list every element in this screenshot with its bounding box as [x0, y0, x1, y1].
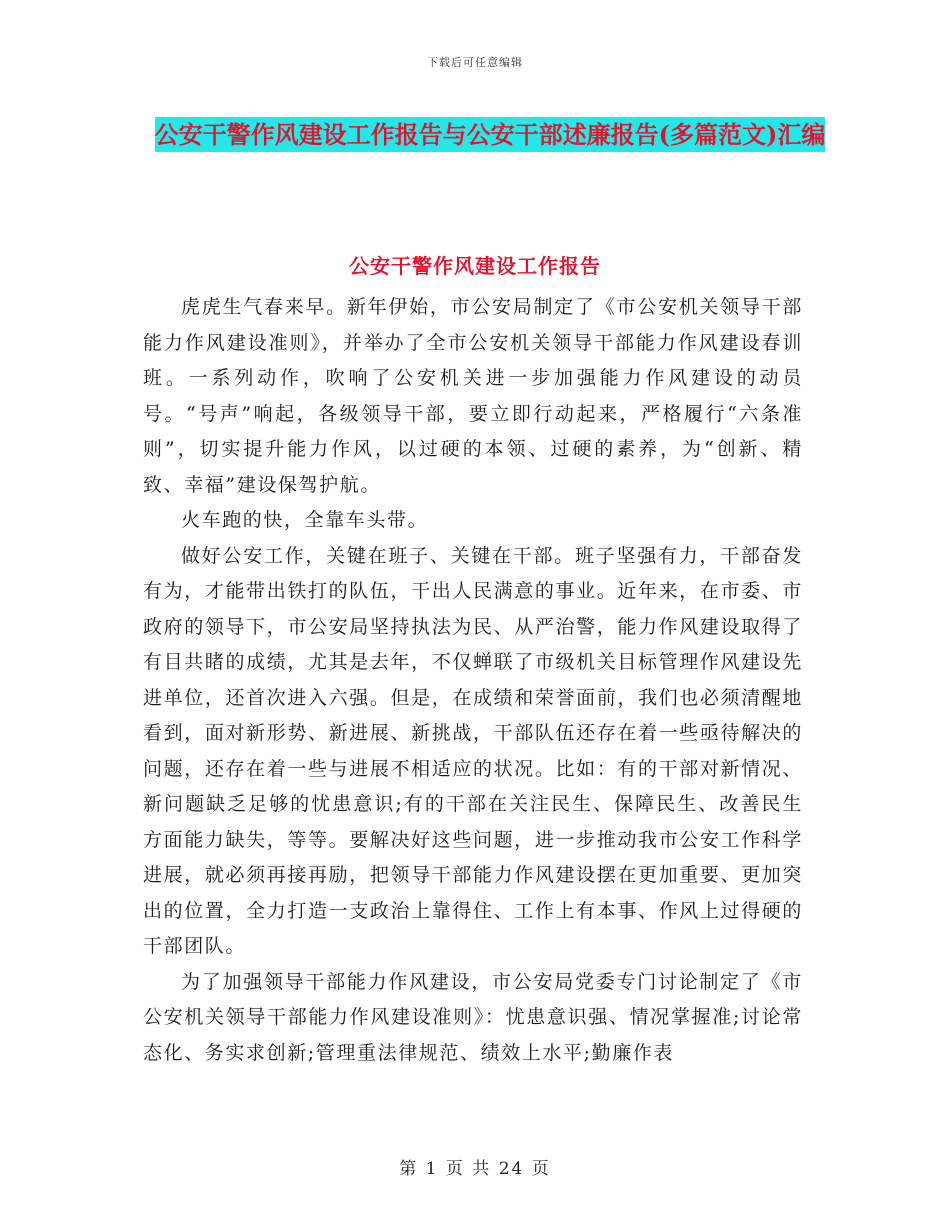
section-title: 公安干警作风建设工作报告	[349, 254, 601, 278]
body-paragraph: 火车跑的快，全靠车头带。	[181, 509, 429, 531]
body-paragraph: 虎虎生气春来早。新年伊始，市公安局制定了《市公安机关领导干部能力作风建设准则》，并举办了全市公安机关领导干部能力作风建设春训班。一系列动作，吹响了公安机关进一步加强能力作风建设的动员号。“号声”响起，各级领导干部，要立即行动起来，严格履行“六条准则”，切实提升能力作风，以过硬的本领、过硬的素养，为“创新、精致、幸福”建设保驾护航。	[143, 296, 803, 496]
document-title	[140, 110, 840, 160]
document-body	[143, 290, 803, 1071]
page-header-note: 下载后可任意编辑	[427, 56, 523, 69]
document-title-text: 公安干警作风建设工作报告与公安干部述廉报告(多篇范文)汇编	[155, 117, 826, 152]
page-footer: 第 1 页 共 24 页	[399, 1159, 551, 1179]
body-paragraph: 做好公安工作，关键在班子、关键在干部。班子坚强有力，干部奋发有为，才能带出铁打的队伍，干出人民满意的事业。近年来，在市委、市政府的领导下，市公安局坚持执法为民、从严治警，能力作风建设取得了有目共睹的成绩，尤其是去年，不仅蝉联了市级机关目标管理作风建设先进单位，还首次进入六强。但是，在成绩和荣誉面前，我们也必须清醒地看到，面对新形势、新进展、新挑战，干部队伍还存在着一些亟待解决的问题，还存在着一些与进展不相适应的状况。比如：有的干部对新情况、新问题缺乏足够的忧患意识;有的干部在关注民生、保障民生、改善民生方面能力缺失，等等。要解决好这些问题，进一步推动我市公安工作科学进展，就必须再接再励，把领导干部能力作风建设摆在更加重要、更加突出的位置，全力打造一支政治上靠得住、工作上有本事、作风上过得硬的干部团队。	[143, 544, 803, 957]
body-paragraph: 为了加强领导干部能力作风建设，市公安局党委专门讨论制定了《市公安机关领导干部能力作风建设准则》：忧患意识强、情况掌握准;讨论常态化、务实求创新;管理重法律规范、绩效上水平;勤廉作表	[143, 970, 803, 1064]
